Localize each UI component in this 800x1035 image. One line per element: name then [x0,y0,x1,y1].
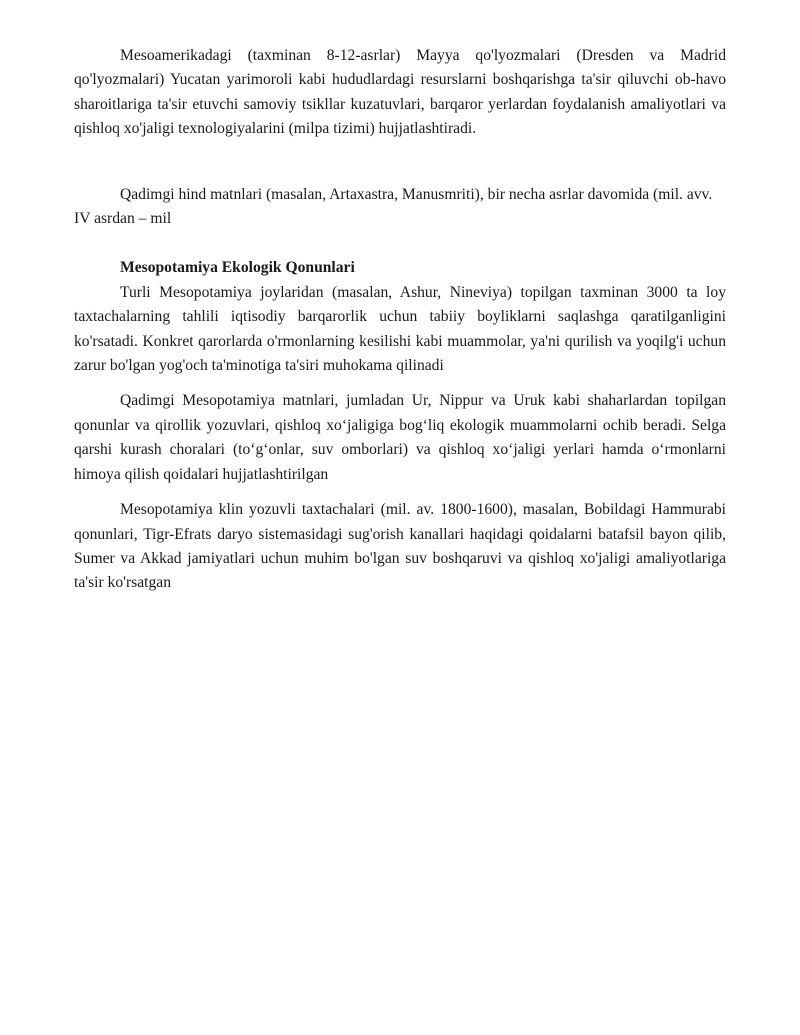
paragraph-mesoamerica: Mesoamerikadagi (taxminan 8-12-asrlar) Mayya qo'lyozmalari (Dresden va Madrid qo'lyozmalari) Yucatan yarimoroli kabi hududlardagi resurslarni boshqarishga ta'sir qiluvchi ob-havo sharoitlariga ta'sir etuvchi samoviy tsikllar kuzatuvlari, barqaror yerlardan foydalanish amaliyotlari va qishloq xo'jaligi texnologiyalarini (milpa tizimi) hujjatlashtiradi. [74,47,726,138]
document-body [74,44,726,596]
paragraph-mesopotamian-texts: Qadimgi Mesopotamiya matnlari, jumladan Ur, Nippur va Uruk kabi shaharlardan topilgan qonunlar va qirollik yozuvlari, qishloq xo‘jaligiga bog‘liq ekologik muammolarni ochib beradi. Selga qarshi kurash choralari (to‘g‘onlar, suv omborlari) va qishloq xo‘jaligi yerlari hamda o‘rmonlarni himoya qilish qoidalari hujjatlashtirilgan [74,392,726,483]
spacer [74,378,726,389]
spacer [74,142,726,183]
paragraph-clay-tablets: Turli Mesopotamiya joylaridan (masalan, Ashur, Nineviya) topilgan taxminan 3000 ta loy taxtachalarning tahlili iqtisodiy barqarorlik uchun tabiiy boyliklarni saqlashga qaratilganligini ko'rsatadi. Konkret qarorlarda o'rmonlarning kesilishi kabi muammolar, ya'ni qurilish va yoqilg'i uchun zarur bo'lgan yog'och ta'minotiga ta'siri muhokama qilinadi [74,283,726,375]
paragraph-indian-texts: Qadimgi hind matnlari (masalan, Artaxastra, Manusmriti), bir necha asrlar davomida (mil. avv. IV asrdan – mil [74,185,713,228]
paragraph-cuneiform-tablets: Mesopotamiya klin yozuvli taxtachalari (mil. av. 1800-1600), masalan, Bobildagi Hammurabi qonunlari, Tigr-Efrats daryo sistemasidagi sug'orish kanallari haqidagi qoidalarni batafsil bayon qilib, Sumer va Akkad jamiyatlari uchun muhim bo'lgan suv boshqaruvi va qishloq xo'jaligi amaliyotlariga ta'sir ko'rsatgan [74,501,726,592]
section-heading: Mesopotamiya Ekologik Qonunlari [120,259,355,277]
spacer [74,231,726,256]
spacer [74,487,726,498]
